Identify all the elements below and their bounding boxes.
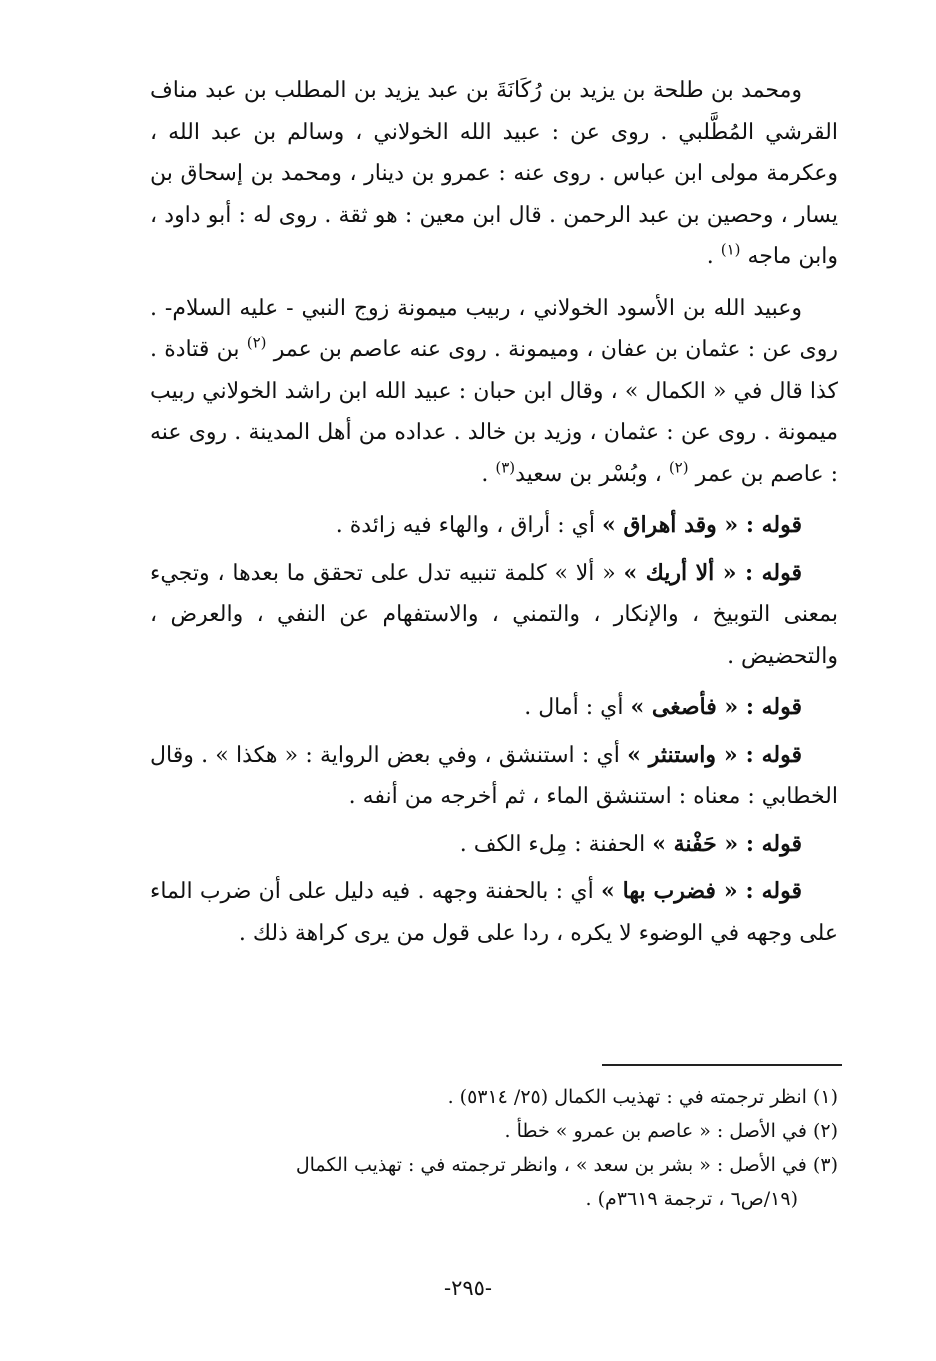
footnotes <box>150 1080 838 1216</box>
gloss-ala-urika <box>150 553 838 678</box>
gloss-fa-daraba-biha <box>150 871 838 954</box>
footnote-1: (١) انظر ترجمته في : تهذيب الكمال (٢٥/ ٥٣١٤) . <box>447 1086 838 1108</box>
gloss-lead: قوله : « واستنثر » <box>627 741 802 768</box>
gloss-text: الحفنة : مِلء الكف . <box>459 831 653 857</box>
footnote-ref-3: (٣) <box>495 458 516 477</box>
gloss-lead: قوله : « وقد أهراق » <box>601 512 802 538</box>
gloss-text: أي : أمال . <box>524 695 631 720</box>
gloss-wa-istanthar <box>150 735 838 818</box>
page-number: -٢٩٥- <box>443 1276 493 1300</box>
gloss-text: « ألا » كلمة تنبيه تدل على تحقق ما بعدها ، وتجيء بمعنى التوبيخ ، والإنكار ، والتمني ، والاستفهام عن النفي ، والعرض ، والتحضيض . <box>150 560 838 669</box>
footnote-separator <box>602 1064 842 1066</box>
footnote-2: (٢) في الأصل : « عاصم بن عمرو » خطأ . <box>504 1120 838 1142</box>
footnote-3 <box>150 1148 838 1216</box>
gloss-wa-qad-ahraq <box>150 505 838 547</box>
gloss-lead: قوله : « فأصغى » <box>630 694 802 720</box>
main-text <box>150 70 838 964</box>
gloss-lead: قوله : « ألا أريك » <box>623 559 802 586</box>
footnote-ref-2b: (٢) <box>668 458 689 477</box>
paragraph-ubaydullah-ibn-al-aswad <box>150 288 838 496</box>
footnote-3-text: (٣) في الأصل : « بشر بن سعد » ، وانظر ترجمته في : تهذيب الكمال <box>295 1154 838 1176</box>
gloss-hafna <box>150 824 838 866</box>
gloss-text: أي : استنشق ، وفي بعض الرواية : « هكذا » . وقال الخطابي : معناه : استنشق الماء ، ثم أخرجه من أنفه . <box>150 742 838 809</box>
paragraph-muhammad-ibn-talha <box>150 70 838 278</box>
paragraph-text: ، وبُسْر بن سعيد <box>515 461 669 487</box>
footnote-ref-1: (١) <box>720 240 741 259</box>
gloss-lead: قوله : « حَفْنة » <box>652 830 802 857</box>
paragraph-tail: . <box>706 244 721 269</box>
paragraph-text: وعبيد الله بن الأسود الخولاني ، ربيب ميمونة زوج النبي - عليه السلام- . روى عن : عثمان بن عفان ، وميمونة . روى عنه عاصم بن عمر <box>150 295 838 362</box>
paragraph-text: بن قتادة . كذا قال في « الكمال » ، وقال ابن حبان : عبيد الله ابن راشد الخولاني ربيب ميمونة . روى عن : عثمان ، وزيد بن خالد . عداده من أهل المدينة . روى عنه : عاصم بن عمر <box>150 337 838 487</box>
paragraph-text: ومحمد بن طلحة بن يزيد بن رُكَانَةَ بن عبد يزيد بن المطلب بن عبد مناف القرشي المُطَّلبي . روى عن : عبيد الله الخولاني ، وسالم بن عبد الله ، وعكرمة مولى ابن عباس . روى عنه : عمرو بن دينار ، ومحمد بن إسحاق بن يسار ، وحصين بن عبد الرحمن . قال ابن معين : هو ثقة . روى له : أبو داود ، وابن ماجه <box>150 78 838 269</box>
gloss-fa-asgha <box>150 687 838 729</box>
paragraph-tail: . <box>481 461 496 487</box>
footnote-3-continuation: (١٩/ص٦ ، ترجمة ٣٦١٩م) . <box>585 1188 798 1210</box>
gloss-lead: قوله : « فضرب بها » <box>600 878 802 904</box>
gloss-text: أي : أراق ، والهاء فيه زائدة . <box>335 513 602 538</box>
footnote-ref-2: (٢) <box>246 333 267 352</box>
gloss-text: أي : بالحفنة وجهه . فيه دليل على أن ضرب الماء على وجهه في الوضوء لا يكره ، ردا على قول من يرى كراهة ذلك . <box>150 879 838 946</box>
